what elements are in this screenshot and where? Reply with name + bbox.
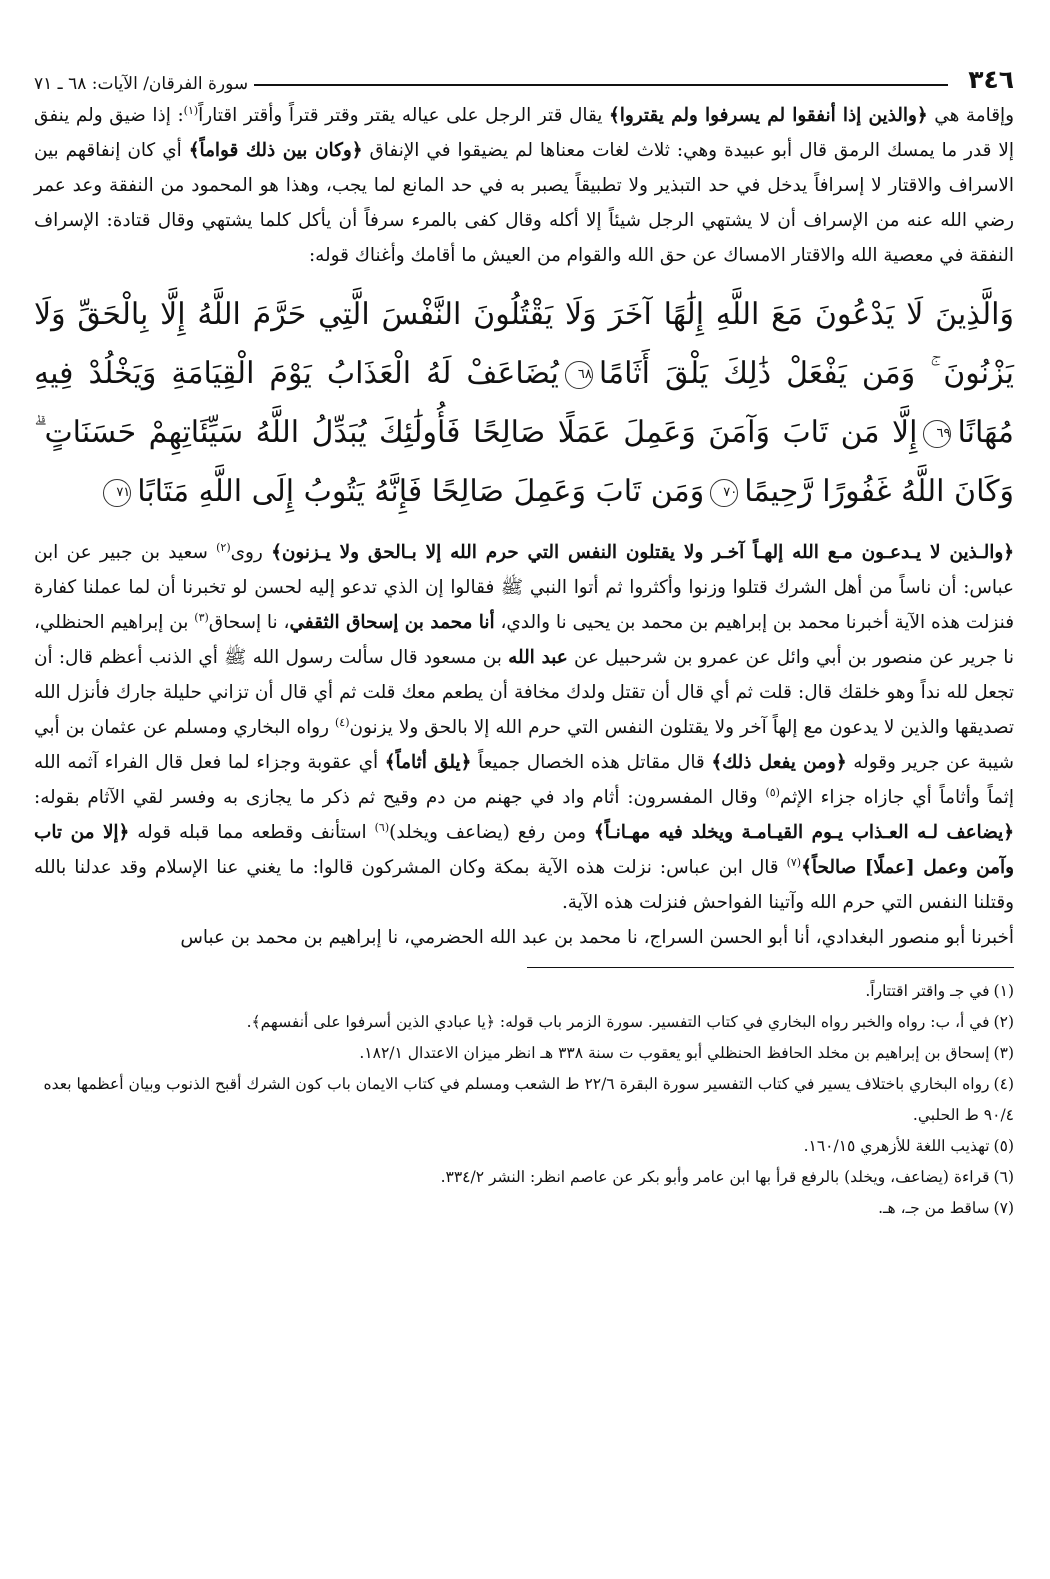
footnote (34, 1131, 1014, 1162)
footnote-ref: (٤) (334, 715, 350, 729)
footnote-rule (527, 967, 1014, 968)
footnote-number: (٦) (993, 1168, 1014, 1186)
commentary-text: ، نا إسحاق (208, 612, 290, 633)
page-header (34, 58, 1014, 94)
intro-text: : إذا ضيق ولم ينفق إلا قدر ما يمسك الرمق قال أبو عبيدة وهي: ثلاث لغات معناها لم يضيقوا في الإنفاق (34, 105, 1014, 161)
footnote-ref: (٣) (194, 610, 209, 624)
page-number: ٣٤٦ (968, 65, 1014, 94)
verse-quote: ﴿يلق أثاماً﴾ (384, 752, 472, 773)
footnote-number: (٢) (993, 1013, 1014, 1031)
commentary-text: قال مقاتل هذه الخصال جميعاً (471, 752, 712, 773)
footnote (34, 1162, 1014, 1193)
footnote-ref: (٦) (374, 820, 390, 834)
commentary-text: أخبرنا أبو منصور البغدادي، أنا أبو الحسن السراج، نا محمد بن عبد الله الحضرمي، نا إبراهيم بن محمد بن عباس (180, 927, 1014, 948)
verse-quote: ﴿والـذين لا يـدعـون مـع الله إلهـاً آخـر ولا يقتلون النفس التي حرم الله إلا بـالحق ولا يـزنون﴾ (271, 542, 1014, 563)
footnotes (34, 976, 1014, 1224)
quran-verses (34, 285, 1014, 521)
header-rule (254, 84, 948, 86)
verse-text: إِلَّا مَن تَابَ وَآمَنَ وَعَمِلَ عَمَلًا صَالِحًا فَأُولَٰئِكَ يُبَدِّلُ اللَّهُ سَيِّئَاتِهِمْ حَسَنَاتٍ ۗ وَكَانَ اللَّهُ غَفُورًا رَّحِيمًا (34, 415, 1014, 509)
footnote-ref: (٧) (786, 855, 802, 869)
commentary-text: بن إبراهيم الحنظلي، نا جرير عن منصور بن أبي وائل عن عمرو بن شرحبيل عن (34, 612, 1015, 668)
footnote-text: في جـ واقتر اقتتاراً. (865, 982, 990, 1000)
footnote-text: في أ، ب: رواه والخبر رواه البخاري في كتاب التفسير. سورة الزمر باب قوله: ﴿يا عبادي الذين أسرفوا على أنفسهم﴾. (246, 1013, 990, 1031)
commentary-text: روى (230, 542, 272, 563)
verse-quote: ﴿إلا من تاب وآمن وعمل [عملًا] صالحاً﴾ (34, 822, 1014, 878)
ayah-number: ٧٠ (710, 479, 738, 507)
intro-paragraph (34, 98, 1014, 273)
commentary-text: استأنف وقطعه مما قبله قوله (129, 822, 375, 843)
commentary-text: رواه البخاري ومسلم عن عثمان بن أبي شيبة عن جرير وقوله (34, 717, 1014, 773)
footnote (34, 1038, 1014, 1069)
verse-quote: ﴿والذين إذا أنفقوا لم يسرفوا ولم يقتروا﴾ (609, 105, 928, 126)
running-title: سورة الفرقان/ الآيات: ٦٨ ـ ٧١ (34, 74, 249, 94)
verse-quote: ﴿يضاعف لـه العـذاب يـوم القيـامـة ويخلد فيه مهـانـاً﴾ (593, 822, 1015, 843)
footnote-number: (٧) (993, 1199, 1014, 1217)
commentary-text: سعيد بن جبير عن ابن عباس: أن ناساً من أهل الشرك قتلوا وزنوا وأكثروا ثم أتوا النبي ﷺ فقالوا إن الذي تدعو إليه لحسن لو تخبرنا أن لما عملنا كفارة فنزلت هذه الآية أخبرنا محمد بن إبراهيم بن محمد بن يحيى نا والدي، (34, 542, 1015, 633)
narrator-name: أنا محمد بن إسحاق الثقفي (289, 612, 495, 633)
ayah-number: ٦٨ (565, 361, 593, 389)
intro-text: أي كان إنفاقهم بين الاسراف والاقتار لا إسرافاً يدخل في حد التبذير ولا تطبيقاً يصبر به في حد المانع لما يجب، وهذا هو المحمود من النفقة وعد عمر رضي الله عنه من الإسراف أن لا يشتهي الرجل شيئاً إلا أكله وقال كفى بالمرء سرفاً أن يأكل كلما يشتهي وقال قتادة: الإسراف النفقة في معصية الله والاقتار الامساك عن حق الله والقوام من العيش ما أقامك وأغناك قوله: (34, 140, 1014, 266)
footnote (34, 1193, 1014, 1224)
footnote (34, 1069, 1014, 1131)
commentary-text: أي عقوبة وجزاء لما فعل قال الفراء آثمه الله إثماً وأثاماً أي جازاه جزاء الإثم (34, 752, 1014, 808)
footnote-number: (٤) (993, 1075, 1014, 1093)
verse-quote: ﴿وكان بين ذلك قواماً﴾ (188, 140, 363, 161)
intro-text: وإقامة هي (927, 105, 1014, 126)
footnote-text: قراءة (يضاعف، ويخلد) بالرفع قرأ بها ابن عامر وأبو بكر عن عاصم انظر: النشر ٣٣٤/٢. (440, 1168, 990, 1186)
footnote-text: إسحاق بن إبراهيم بن مخلد الحافظ الحنظلي أبو يعقوب ت سنة ٣٣٨ هـ انظر ميزان الاعتدال ١٨٢/١. (359, 1044, 990, 1062)
footnote-text: ساقط من جـ، هـ. (878, 1199, 990, 1217)
intro-text: يقال قتر الرجل على عياله يقتر وقتر قتراً وأقتر اقتاراً (198, 105, 610, 126)
narrator-name: عبد الله (508, 647, 568, 668)
verse-text: وَالَّذِينَ لَا يَدْعُونَ مَعَ اللَّهِ إِلَٰهًا آخَرَ وَلَا يَقْتُلُونَ النَّفْسَ الَّتِي حَرَّمَ اللَّهُ إِلَّا بِالْحَقِّ وَلَا يَزْنُونَ ۚ وَمَن يَفْعَلْ ذَٰلِكَ يَلْقَ أَثَامًا (34, 297, 1015, 391)
footnote-ref: (٢) (216, 540, 231, 554)
isnad-line (34, 920, 1014, 955)
footnote-text: رواه البخاري باختلاف يسير في كتاب التفسير سورة البقرة ٢٢/٦ ط الشعب ومسلم في كتاب الايمان باب كون الشرك أقبح الذنوب وبيان أعظمها بعده ٩٠/٤ ط الحلبي. (43, 1075, 1014, 1124)
footnote (34, 1007, 1014, 1038)
ayah-number: ٦٩ (923, 420, 951, 448)
ayah-number: ٧١ (103, 479, 131, 507)
footnote-ref: (٥) (765, 785, 780, 799)
verse-text: يُضَاعَفْ لَهُ الْعَذَابُ يَوْمَ الْقِيَامَةِ وَيَخْلُدْ فِيهِ مُهَانًا (34, 356, 1014, 450)
commentary-text: بن مسعود قال سألت رسول الله ﷺ أي الذنب أعظم قال: أن تجعل لله نداً وهو خلقك قال: قلت ثم أي قال أن تقتل ولدك مخافة أن يطعم معك قلت ثم أي قال أن تزاني حليلة جارك فأنزل الله تصديقها والذين لا يدعون مع إلهاً آخر ولا يقتلون النفس التي حرم الله إلا بالحق ولا يزنون (34, 647, 1014, 738)
footnote-number: (١) (993, 982, 1014, 1000)
commentary (34, 535, 1014, 955)
verse-quote: ﴿ومن يفعل ذلك﴾ (711, 752, 847, 773)
footnote-ref: (١) (183, 103, 199, 117)
footnote-number: (٥) (993, 1137, 1014, 1155)
verse-text: وَمَن تَابَ وَعَمِلَ صَالِحًا فَإِنَّهُ يَتُوبُ إِلَى اللَّهِ مَتَابًا (137, 474, 705, 509)
footnote-number: (٣) (993, 1044, 1014, 1062)
commentary-text: وقال المفسرون: أثام واد في جهنم من دم وقيح ثم ذكر ما يجازى به وفسر لقي الآثام بقوله: (34, 787, 766, 808)
footnote (34, 976, 1014, 1007)
commentary-text: ومن رفع (يضاعف ويخلد) (389, 822, 594, 843)
commentary-text: قال ابن عباس: نزلت هذه الآية بمكة وكان المشركون قالوا: ما يغني عنا الإسلام وقد عدلنا بالله وقتلنا النفس التي حرم الله وآتينا الفواحش فنزلت هذه الآية. (34, 857, 1014, 913)
footnote-text: تهذيب اللغة للأزهري ١٦٠/١٥. (803, 1137, 990, 1155)
